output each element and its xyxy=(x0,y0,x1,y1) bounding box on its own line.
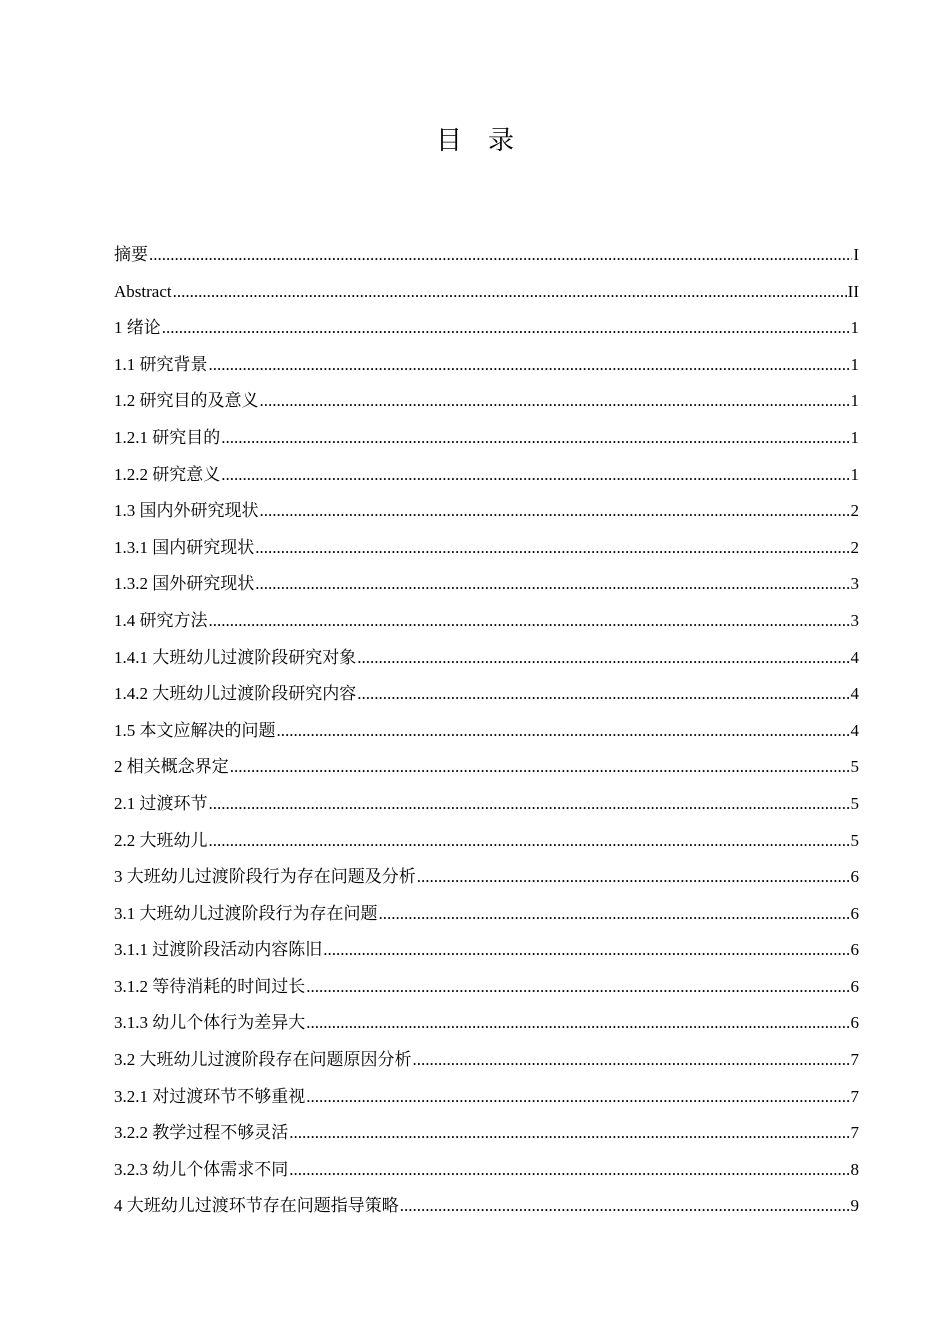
toc-entry-label: 4 大班幼儿过渡环节存在问题指导策略 xyxy=(114,1196,399,1216)
toc-entry[interactable] xyxy=(114,932,859,969)
toc-entry-page-number: 6 xyxy=(850,940,859,960)
toc-entry-page-number: 1 xyxy=(850,354,859,374)
toc-entry-page-number: 6 xyxy=(850,1013,859,1033)
toc-entry[interactable] xyxy=(114,420,859,457)
toc-dot-leader xyxy=(255,566,849,603)
toc-entry-label: 3.2.2 教学过程不够灵活 xyxy=(114,1123,289,1143)
toc-entry-label: 1 绪论 xyxy=(114,318,161,338)
toc-entry-label: 1.4.2 大班幼儿过渡阶段研究内容 xyxy=(114,684,357,704)
toc-entry[interactable] xyxy=(114,1042,859,1079)
toc-entry[interactable] xyxy=(114,383,859,420)
toc-entry-page-number: 5 xyxy=(850,793,859,813)
toc-entry[interactable] xyxy=(114,274,859,311)
toc-dot-leader xyxy=(209,823,850,860)
toc-entry[interactable] xyxy=(114,676,859,713)
toc-dot-leader xyxy=(306,1079,849,1116)
toc-entry[interactable] xyxy=(114,896,859,933)
toc-entry-label: 1.3.2 国外研究现状 xyxy=(114,574,255,594)
toc-entry-page-number: 9 xyxy=(850,1196,859,1216)
toc-entry-page-number: 4 xyxy=(850,684,859,704)
toc-entry-label: 3.1.3 幼儿个体行为差异大 xyxy=(114,1013,306,1033)
toc-entry[interactable] xyxy=(114,237,859,274)
toc-dot-leader xyxy=(209,603,850,640)
toc-entry-page-number: 2 xyxy=(850,501,859,521)
toc-entry-label: 3.2.1 对过渡环节不够重视 xyxy=(114,1086,306,1106)
toc-entry-label: 3 大班幼儿过渡阶段行为存在问题及分析 xyxy=(114,867,416,887)
toc-dot-leader xyxy=(306,1005,849,1042)
toc-entry-page-number: 5 xyxy=(850,757,859,777)
toc-entry[interactable] xyxy=(114,713,859,750)
table-of-contents xyxy=(114,237,859,1225)
toc-entry[interactable] xyxy=(114,749,859,786)
toc-entry-page-number: 7 xyxy=(850,1086,859,1106)
toc-entry[interactable] xyxy=(114,859,859,896)
toc-dot-leader xyxy=(306,969,849,1006)
toc-entry[interactable] xyxy=(114,493,859,530)
toc-entry-label: 3.1 大班幼儿过渡阶段行为存在问题 xyxy=(114,903,378,923)
title-char-1: 目 xyxy=(435,126,462,156)
toc-dot-leader xyxy=(357,676,849,713)
toc-entry-page-number: 3 xyxy=(850,610,859,630)
toc-entry-label: 3.2 大班幼儿过渡阶段存在问题原因分析 xyxy=(114,1050,412,1070)
toc-dot-leader xyxy=(413,1042,850,1079)
toc-entry-page-number: II xyxy=(847,281,859,301)
toc-entry-label: 1.4 研究方法 xyxy=(114,610,208,630)
toc-dot-leader xyxy=(255,530,849,567)
toc-entry-page-number: I xyxy=(853,245,859,264)
toc-entry[interactable] xyxy=(114,1005,859,1042)
toc-entry-page-number: 1 xyxy=(850,427,859,447)
toc-dot-leader xyxy=(209,347,850,384)
title-char-2: 录 xyxy=(488,126,515,156)
toc-entry-label: 1.5 本文应解决的问题 xyxy=(114,720,276,740)
toc-entry-label: 2.1 过渡环节 xyxy=(114,793,208,813)
toc-entry-label: 3.2.3 幼儿个体需求不同 xyxy=(114,1159,289,1179)
toc-entry-label: 摘要 xyxy=(114,245,148,264)
toc-dot-leader xyxy=(400,1188,850,1225)
toc-entry[interactable] xyxy=(114,347,859,384)
toc-dot-leader xyxy=(173,274,847,311)
toc-dot-leader xyxy=(323,932,849,969)
toc-entry-page-number: 6 xyxy=(850,867,859,887)
toc-entry-page-number: 1 xyxy=(850,391,859,411)
toc-dot-leader xyxy=(289,1152,849,1189)
toc-entry-page-number: 6 xyxy=(850,976,859,996)
toc-entry-page-number: 6 xyxy=(850,903,859,923)
toc-entry-label: 3.1.1 过渡阶段活动内容陈旧 xyxy=(114,940,323,960)
toc-entry-label: 3.1.2 等待消耗的时间过长 xyxy=(114,976,306,996)
toc-entry[interactable] xyxy=(114,530,859,567)
toc-entry[interactable] xyxy=(114,969,859,1006)
toc-entry-label: 2 相关概念界定 xyxy=(114,757,229,777)
toc-entry-label: 1.2.1 研究目的 xyxy=(114,427,221,447)
toc-entry[interactable] xyxy=(114,1188,859,1225)
toc-dot-leader xyxy=(277,713,850,750)
toc-entry-page-number: 7 xyxy=(850,1050,859,1070)
toc-entry[interactable] xyxy=(114,457,859,494)
toc-entry-label: 1.4.1 大班幼儿过渡阶段研究对象 xyxy=(114,647,357,667)
toc-entry-label: 1.2.2 研究意义 xyxy=(114,464,221,484)
toc-entry-page-number: 4 xyxy=(850,647,859,667)
toc-dot-leader xyxy=(289,1115,849,1152)
toc-dot-leader xyxy=(162,310,850,347)
page-title xyxy=(0,120,950,157)
toc-entry-label: Abstract xyxy=(114,281,172,301)
toc-dot-leader xyxy=(357,640,849,677)
toc-dot-leader xyxy=(379,896,850,933)
toc-entry-label: 1.2 研究目的及意义 xyxy=(114,391,259,411)
toc-dot-leader xyxy=(260,383,850,420)
toc-dot-leader xyxy=(209,786,850,823)
toc-entry-page-number: 7 xyxy=(850,1123,859,1143)
toc-entry-label: 2.2 大班幼儿 xyxy=(114,830,208,850)
toc-entry[interactable] xyxy=(114,786,859,823)
toc-entry[interactable] xyxy=(114,603,859,640)
toc-entry[interactable] xyxy=(114,310,859,347)
toc-entry-page-number: 4 xyxy=(850,720,859,740)
toc-dot-leader xyxy=(260,493,850,530)
toc-dot-leader xyxy=(230,749,850,786)
toc-entry[interactable] xyxy=(114,823,859,860)
toc-dot-leader xyxy=(221,457,849,494)
toc-entry-page-number: 5 xyxy=(850,830,859,850)
toc-entry-page-number: 3 xyxy=(850,574,859,594)
toc-entry-page-number: 8 xyxy=(850,1159,859,1179)
toc-dot-leader xyxy=(221,420,849,457)
toc-entry-label: 1.3.1 国内研究现状 xyxy=(114,537,255,557)
toc-entry-page-number: 1 xyxy=(850,318,859,338)
toc-entry[interactable] xyxy=(114,1152,859,1189)
toc-entry-label: 1.1 研究背景 xyxy=(114,354,208,374)
toc-dot-leader xyxy=(149,237,852,274)
toc-entry[interactable] xyxy=(114,640,859,677)
toc-entry[interactable] xyxy=(114,566,859,603)
toc-entry-page-number: 1 xyxy=(850,464,859,484)
toc-entry-page-number: 2 xyxy=(850,537,859,557)
toc-entry-label: 1.3 国内外研究现状 xyxy=(114,501,259,521)
toc-dot-leader xyxy=(417,859,850,896)
toc-entry[interactable] xyxy=(114,1115,859,1152)
toc-entry[interactable] xyxy=(114,1079,859,1116)
